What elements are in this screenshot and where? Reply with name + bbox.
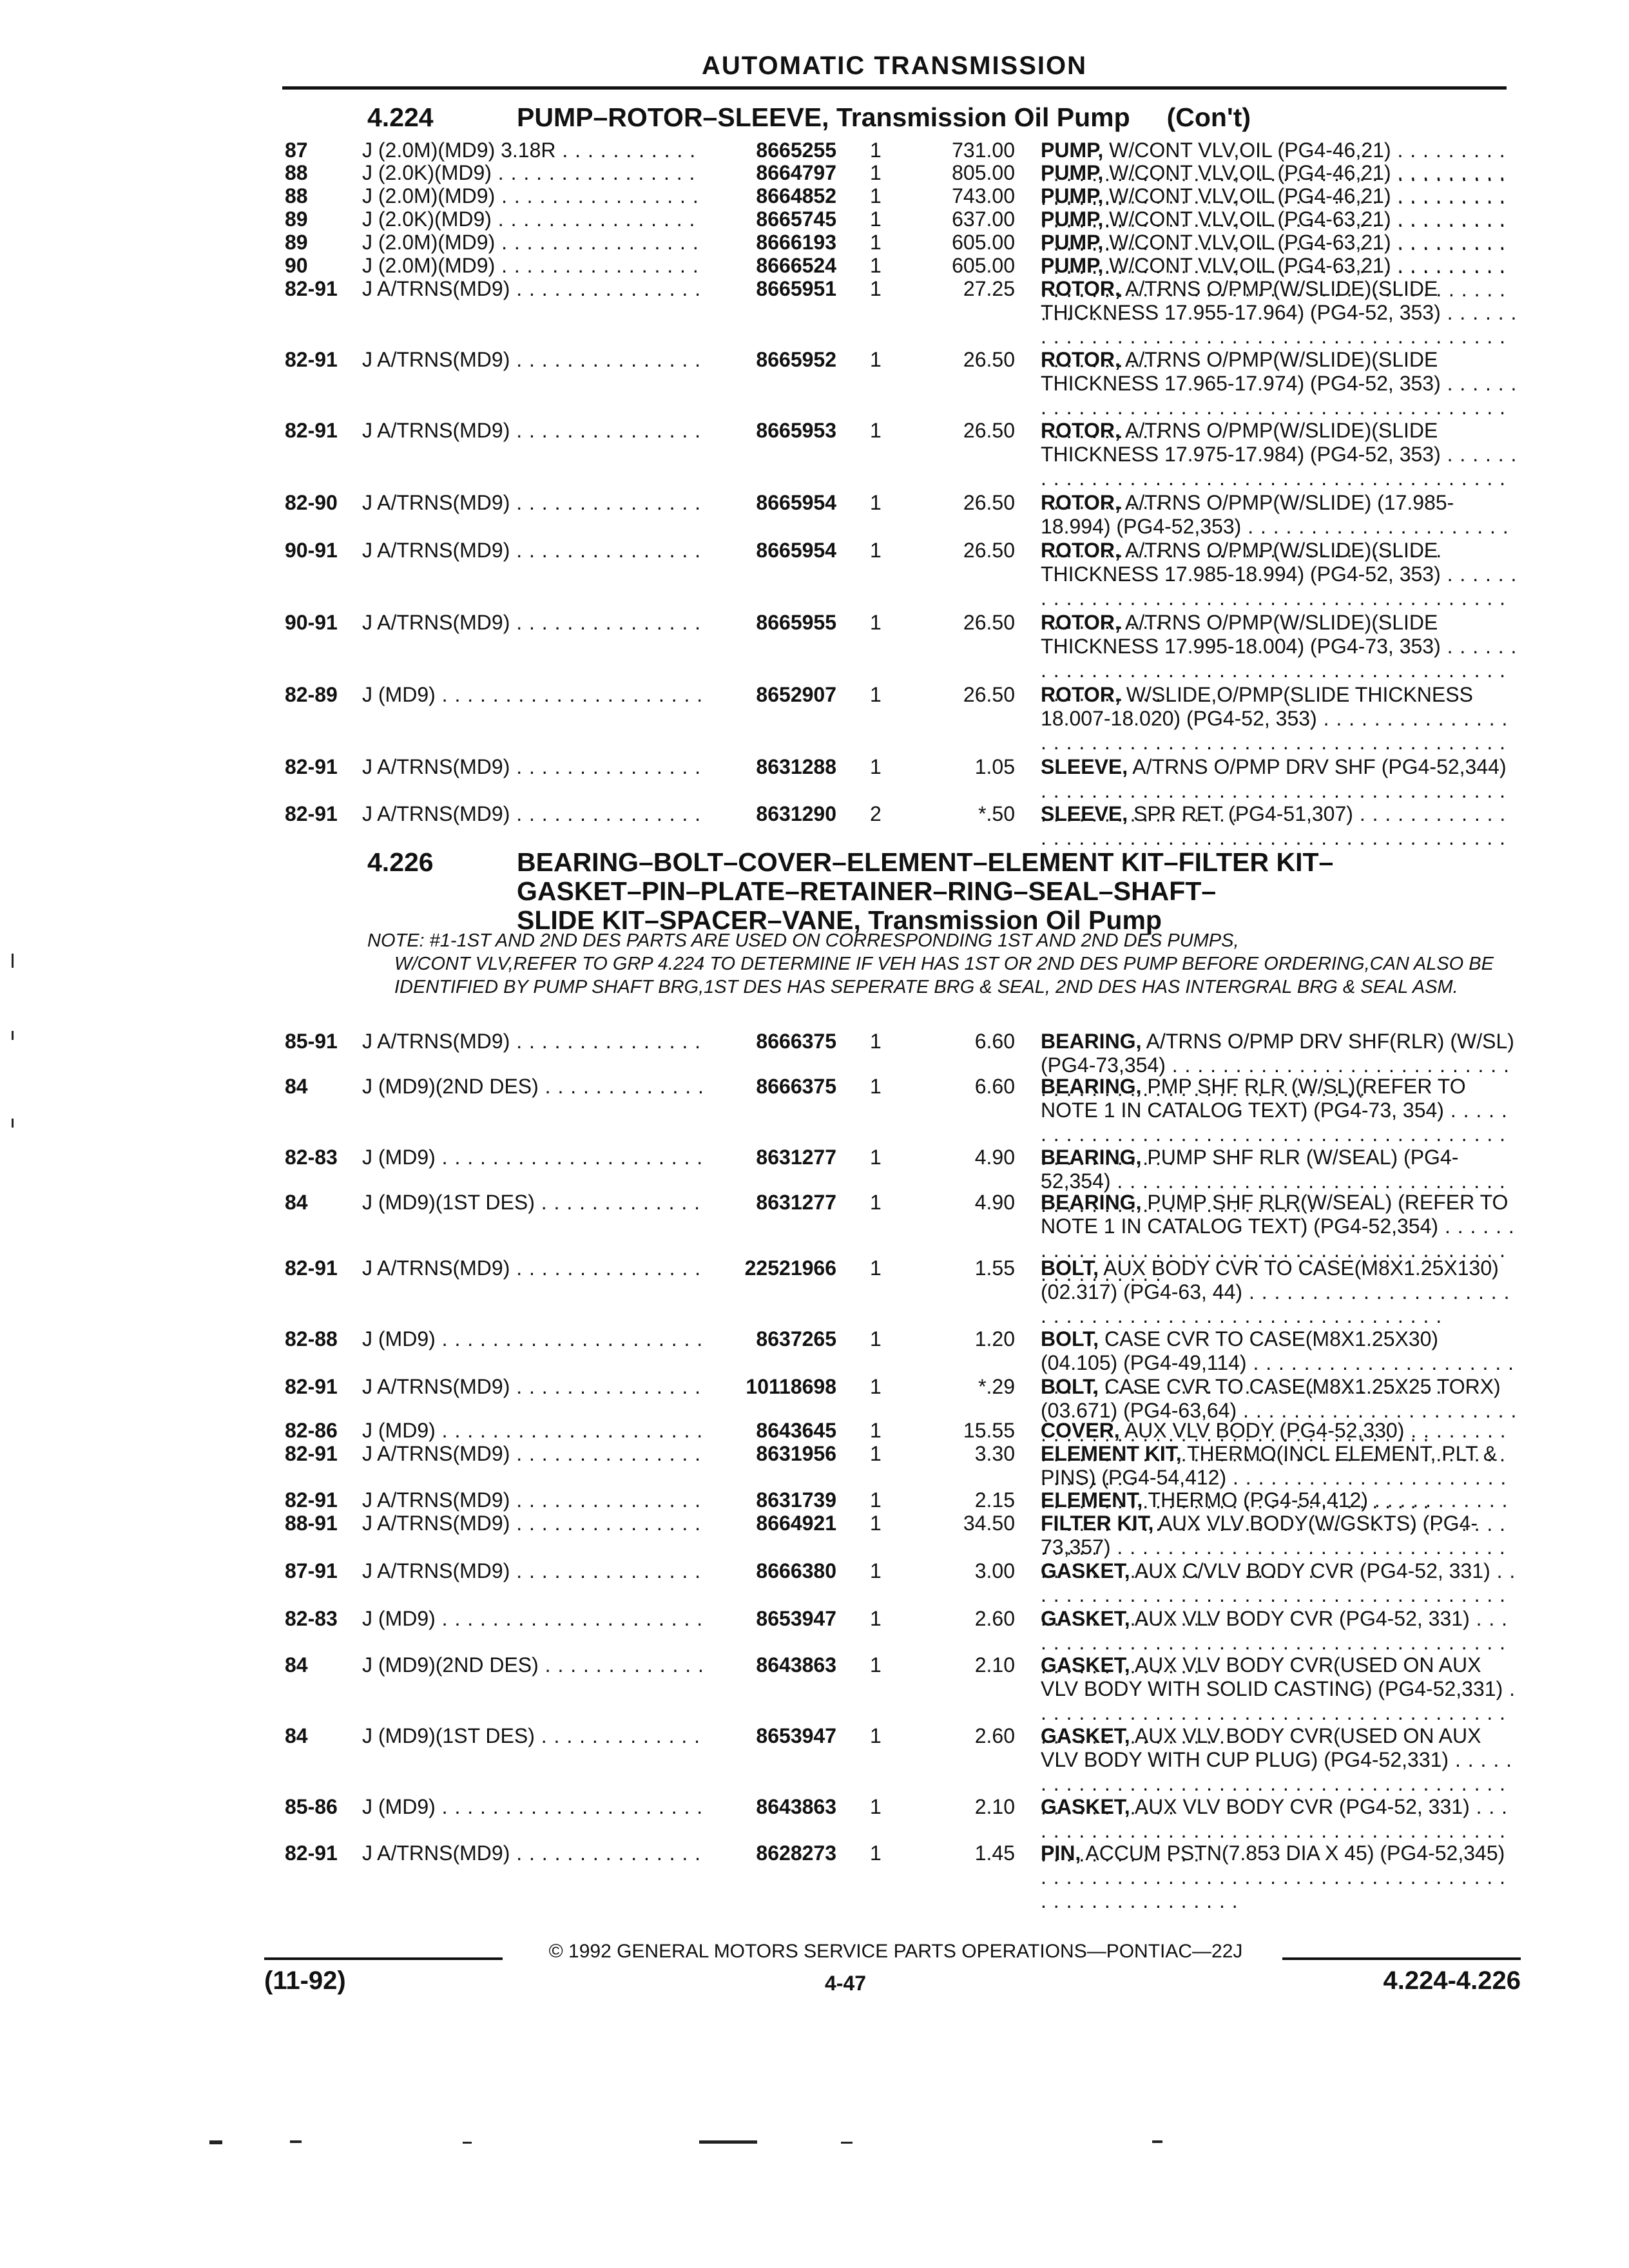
model-years: 82-83 xyxy=(285,1607,338,1630)
quantity: 1 xyxy=(870,1327,882,1350)
page-title: AUTOMATIC TRANSMISSION xyxy=(701,52,1088,80)
part-name: GASKET, xyxy=(1041,1653,1130,1677)
part-name: ROTOR, xyxy=(1041,539,1121,562)
application: J (2.0K)(MD9) . . . xyxy=(362,161,704,185)
footer-rule-left xyxy=(264,1957,503,1960)
quantity: 1 xyxy=(870,1419,882,1442)
part-detail: AUX VLV BODY(W/GSKTS) (PG4-73,357) . . . xyxy=(1041,1512,1506,1582)
section-title xyxy=(517,103,1612,132)
quantity: 1 xyxy=(870,1795,882,1818)
part-name: BOLT, xyxy=(1041,1375,1099,1398)
price: 26.50 xyxy=(963,611,1015,634)
part-number: 8643863 xyxy=(756,1795,836,1818)
price: 1.55 xyxy=(974,1256,1015,1280)
application: J A/TRNS(MD9) . . . xyxy=(362,1375,704,1399)
part-number: 8665954 xyxy=(756,491,836,514)
footer-rule-right xyxy=(1282,1957,1521,1960)
part-number: 8665951 xyxy=(756,277,836,300)
part-number: 8653947 xyxy=(756,1724,836,1747)
part-detail: A/TRNS O/PMP(W/SLIDE)(SLIDE THICKNESS 17.955-17.964) (PG4-52, 353) . . . xyxy=(1041,277,1517,372)
application: J (MD9) . . . xyxy=(362,1607,704,1631)
model-years: 87 xyxy=(285,139,308,162)
part-detail: AUX VLV BODY CVR(USED ON AUX VLV BODY WITH SOLID CASTING) (PG4-52,331) . . . xyxy=(1041,1653,1516,1748)
price: 26.50 xyxy=(963,539,1015,562)
application: J (MD9) . . . xyxy=(362,1795,704,1819)
price: 731.00 xyxy=(952,139,1015,162)
part-number: 8666380 xyxy=(756,1559,836,1582)
part-number: 10118698 xyxy=(746,1375,836,1398)
part-detail: AUX BODY CVR TO CASE(M8X1.25X130)(02.317) (PG4-63, 44) . . . xyxy=(1041,1256,1510,1327)
section-subtitle: Transmission Oil Pump xyxy=(836,102,1130,132)
section-title-line-2: GASKET–PIN–PLATE–RETAINER–RING–SEAL–SHAFT– xyxy=(517,876,1217,906)
model-years: 88 xyxy=(285,184,308,207)
part-detail: A/TRNS O/PMP(W/SLIDE) (17.985-18.994) (PG4-52,353) . . . xyxy=(1041,491,1509,562)
part-number: 8665255 xyxy=(756,139,836,162)
model-years: 82-91 xyxy=(285,1442,338,1465)
scan-speck xyxy=(841,2142,853,2144)
quantity: 1 xyxy=(870,1075,882,1098)
part-detail: W/CONT VLV,OIL (PG4-63,21) . . . xyxy=(1041,207,1506,278)
part-number: 8643863 xyxy=(756,1653,836,1677)
model-years: 82-83 xyxy=(285,1146,338,1169)
quantity: 1 xyxy=(870,277,882,300)
part-number: 22521966 xyxy=(744,1256,836,1280)
part-name: BEARING, xyxy=(1041,1030,1142,1053)
part-name: GASKET, xyxy=(1041,1559,1130,1582)
quantity: 1 xyxy=(870,1256,882,1280)
part-number: 8637265 xyxy=(756,1327,836,1350)
application: J (2.0M)(MD9) . . . xyxy=(362,231,704,255)
quantity: 1 xyxy=(870,683,882,706)
model-years: 84 xyxy=(285,1191,308,1214)
page-footer xyxy=(264,1941,1521,2018)
model-years: 82-90 xyxy=(285,491,338,514)
scan-speck xyxy=(290,2140,302,2143)
application: J A/TRNS(MD9) . . . xyxy=(362,491,704,515)
part-detail: A/TRNS O/PMP(W/SLIDE)(SLIDE THICKNESS 17.975-17.984) (PG4-52, 353) . . . xyxy=(1041,419,1517,514)
scan-speck xyxy=(1152,2140,1162,2143)
part-name: ELEMENT KIT, xyxy=(1041,1442,1182,1465)
part-name: PUMP, xyxy=(1041,184,1104,207)
quantity: 1 xyxy=(870,184,882,207)
application: J (MD9)(2ND DES) . . . xyxy=(362,1075,704,1099)
price: 805.00 xyxy=(952,161,1015,184)
price: 1.20 xyxy=(974,1327,1015,1350)
model-years: 82-86 xyxy=(285,1419,338,1442)
price: 605.00 xyxy=(952,231,1015,254)
page-header xyxy=(282,50,1507,90)
price: 34.50 xyxy=(963,1512,1015,1535)
part-detail: W/CONT VLV,OIL (PG4-63,21) . . . xyxy=(1041,254,1506,325)
part-description xyxy=(1041,1256,1518,1328)
part-number: 8665745 xyxy=(756,207,836,231)
part-name: BEARING, xyxy=(1041,1191,1142,1214)
model-years: 90 xyxy=(285,254,308,277)
price: 6.60 xyxy=(974,1030,1015,1053)
quantity: 1 xyxy=(870,1030,882,1053)
part-description xyxy=(1041,1841,1518,1913)
model-years: 84 xyxy=(285,1724,308,1747)
model-years: 82-88 xyxy=(285,1327,338,1350)
model-years: 82-89 xyxy=(285,683,338,706)
part-detail: AUX C/VLV BODY CVR (PG4-52, 331) . . . xyxy=(1041,1559,1516,1630)
part-name: SLEEVE, xyxy=(1041,802,1128,825)
part-name: PUMP, xyxy=(1041,231,1104,254)
part-name: ROTOR, xyxy=(1041,611,1121,634)
application: J (2.0M)(MD9) . . . xyxy=(362,184,704,208)
part-number: 8666375 xyxy=(756,1075,836,1098)
price: 2.15 xyxy=(974,1488,1015,1512)
part-name: ROTOR, xyxy=(1041,683,1121,706)
part-detail: SPR RET (PG4-51,307) . . . xyxy=(1041,802,1506,873)
price: 26.50 xyxy=(963,683,1015,706)
part-number: 8652907 xyxy=(756,683,836,706)
quantity: 1 xyxy=(870,1146,882,1169)
application: J A/TRNS(MD9) . . . xyxy=(362,802,704,826)
price: 1.05 xyxy=(974,755,1015,778)
price: 2.60 xyxy=(974,1724,1015,1747)
part-name: ROTOR, xyxy=(1041,348,1121,371)
model-years: 87-91 xyxy=(285,1559,338,1582)
application: J A/TRNS(MD9) . . . xyxy=(362,611,704,635)
application: J (2.0K)(MD9) . . . xyxy=(362,207,704,231)
application: J A/TRNS(MD9) . . . xyxy=(362,277,704,301)
price: 26.50 xyxy=(963,491,1015,514)
price: 27.25 xyxy=(963,277,1015,300)
application: J A/TRNS(MD9) . . . xyxy=(362,755,704,779)
application: J A/TRNS(MD9) . . . xyxy=(362,1488,704,1512)
model-years: 88 xyxy=(285,161,308,184)
quantity: 1 xyxy=(870,139,882,162)
quantity: 1 xyxy=(870,161,882,184)
model-years: 84 xyxy=(285,1075,308,1098)
part-detail: PMP SHF RLR (W/SL)(REFER TO NOTE 1 IN CATALOG TEXT) (PG4-73, 354) . . . xyxy=(1041,1075,1508,1169)
price: 743.00 xyxy=(952,184,1015,207)
price: 15.55 xyxy=(963,1419,1015,1442)
revision-date: (11-92) xyxy=(264,1966,346,1995)
part-number: 8631277 xyxy=(756,1146,836,1169)
part-number: 8665953 xyxy=(756,419,836,442)
application: J A/TRNS(MD9) . . . xyxy=(362,1030,704,1053)
part-detail: THERMO(INCL ELEMENT, PLT & PINS) (PG4-54,412) . . . xyxy=(1041,1442,1507,1513)
part-name: SLEEVE, xyxy=(1041,755,1128,778)
application: J (MD9)(2ND DES) . . . xyxy=(362,1653,704,1677)
application: J A/TRNS(MD9) . . . xyxy=(362,1559,704,1583)
quantity: 1 xyxy=(870,419,882,442)
part-number: 8628273 xyxy=(756,1841,836,1865)
part-number: 8666375 xyxy=(756,1030,836,1053)
part-number: 8631288 xyxy=(756,755,836,778)
application: J (2.0M)(MD9) 3.18R . . . xyxy=(362,139,704,162)
part-detail: AUX VLV BODY CVR(USED ON AUX VLV BODY WITH CUP PLUG) (PG4-52,331) . . . xyxy=(1041,1724,1512,1819)
part-number: 8631956 xyxy=(756,1442,836,1465)
quantity: 1 xyxy=(870,611,882,634)
scan-speck xyxy=(209,2140,222,2144)
continued-label: (Con't) xyxy=(1166,102,1251,132)
note-body: W/CONT VLV,REFER TO GRP 4.224 TO DETERMINE IF VEH HAS 1ST OR 2ND DES PUMP BEFORE ORDERING,CAN ALSO BE IDENTIFIED BY PUMP SHAFT BRG,1ST DES HAS SEPERATE BRG & SEAL, 2ND DES HAS INTERGRAL BRG & SEAL ASM. xyxy=(394,954,1494,997)
application: J A/TRNS(MD9) . . . xyxy=(362,1442,704,1466)
part-name: PUMP, xyxy=(1041,207,1104,231)
part-detail: W/CONT VLV,OIL (PG4-46,21) . . . xyxy=(1041,161,1506,232)
part-number: 8643645 xyxy=(756,1419,836,1442)
price: 2.10 xyxy=(974,1795,1015,1818)
quantity: 1 xyxy=(870,755,882,778)
model-years: 89 xyxy=(285,231,308,254)
quantity: 1 xyxy=(870,1442,882,1465)
page-number: 4-47 xyxy=(825,1972,867,1995)
part-detail: A/TRNS O/PMP(W/SLIDE)(SLIDE THICKNESS 17.995-18.004) (PG4-73, 353) . . . xyxy=(1041,611,1517,706)
part-name: GASKET, xyxy=(1041,1795,1130,1818)
application: J (MD9) . . . xyxy=(362,1419,704,1443)
part-number: 8631290 xyxy=(756,802,836,825)
quantity: 1 xyxy=(870,1512,882,1535)
application: J A/TRNS(MD9) . . . xyxy=(362,1256,704,1280)
section-number: 4.226 xyxy=(367,847,434,877)
part-detail: A/TRNS O/PMP DRV SHF(RLR) (W/SL) (PG4-73,354) . . . xyxy=(1041,1030,1514,1100)
application: J (MD9)(1ST DES) . . . xyxy=(362,1191,704,1215)
application: J A/TRNS(MD9) . . . xyxy=(362,1841,704,1865)
quantity: 1 xyxy=(870,1488,882,1512)
part-detail: THERMO (PG4-54,412) . . . xyxy=(1041,1488,1509,1559)
price: 2.60 xyxy=(974,1607,1015,1630)
part-detail: W/CONT VLV,OIL (PG4-63,21) . . . xyxy=(1041,231,1506,302)
model-years: 85-91 xyxy=(285,1030,338,1053)
part-detail: A/TRNS O/PMP(W/SLIDE)(SLIDE THICKNESS 17.965-17.974) (PG4-52, 353) . . . xyxy=(1041,348,1517,443)
price: 26.50 xyxy=(963,419,1015,442)
price: 4.90 xyxy=(974,1146,1015,1169)
part-name: GASKET, xyxy=(1041,1607,1130,1630)
part-name: ELEMENT, xyxy=(1041,1488,1143,1512)
part-name: FILTER KIT, xyxy=(1041,1512,1154,1535)
section-title-main: PUMP–ROTOR–SLEEVE, xyxy=(517,102,829,132)
quantity: 1 xyxy=(870,1841,882,1865)
quantity: 1 xyxy=(870,491,882,514)
part-detail: W/SLIDE,O/PMP(SLIDE THICKNESS 18.007-18.020) (PG4-52, 353) . . . xyxy=(1041,683,1508,778)
part-number: 8665955 xyxy=(756,611,836,634)
model-years: 82-91 xyxy=(285,419,338,442)
model-years: 84 xyxy=(285,1653,308,1677)
application: J (MD9) . . . xyxy=(362,1327,704,1351)
part-number: 8666193 xyxy=(756,231,836,254)
part-number: 8666524 xyxy=(756,254,836,277)
model-years: 90-91 xyxy=(285,539,338,562)
quantity: 1 xyxy=(870,1653,882,1677)
part-name: PUMP, xyxy=(1041,139,1104,162)
model-years: 82-91 xyxy=(285,802,338,825)
part-number: 8631277 xyxy=(756,1191,836,1214)
price: *.50 xyxy=(978,802,1015,825)
application: J (2.0M)(MD9) . . . xyxy=(362,254,704,278)
quantity: 1 xyxy=(870,539,882,562)
model-years: 90-91 xyxy=(285,611,338,634)
model-years: 82-91 xyxy=(285,1488,338,1512)
price: 605.00 xyxy=(952,254,1015,277)
section-subtitle: Transmission Oil Pump xyxy=(868,905,1162,935)
model-years: 82-91 xyxy=(285,1256,338,1280)
scan-speck xyxy=(463,2142,472,2144)
part-name: COVER, xyxy=(1041,1419,1120,1442)
application: J A/TRNS(MD9) . . . xyxy=(362,1512,704,1535)
part-name: PIN, xyxy=(1041,1841,1081,1865)
model-years: 88-91 xyxy=(285,1512,338,1535)
part-number: 8664797 xyxy=(756,161,836,184)
quantity: 1 xyxy=(870,231,882,254)
part-number: 8665952 xyxy=(756,348,836,371)
part-detail: ACCUM PSTN(7.853 DIA X 45) (PG4-52,345) . . . xyxy=(1041,1841,1506,1912)
part-name: GASKET, xyxy=(1041,1724,1130,1747)
part-name: BEARING, xyxy=(1041,1075,1142,1098)
quantity: 1 xyxy=(870,1375,882,1398)
quantity: 1 xyxy=(870,1559,882,1582)
note-line-1: NOTE: #1-1ST AND 2ND DES PARTS ARE USED ON CORRESPONDING 1ST AND 2ND DES PUMPS, xyxy=(367,930,1239,951)
scan-speck xyxy=(12,1031,14,1040)
model-years: 82-91 xyxy=(285,755,338,778)
part-name: BEARING, xyxy=(1041,1146,1142,1169)
price: 3.00 xyxy=(974,1559,1015,1582)
quantity: 1 xyxy=(870,1607,882,1630)
scan-speck xyxy=(12,954,14,968)
part-detail: CASE CVR TO CASE(M8X1.25X25 TORX)(03.671) (PG4-63,64) . . . xyxy=(1041,1375,1517,1446)
section-number: 4.224 xyxy=(367,102,434,132)
part-detail: PUMP SHF RLR(W/SEAL) (REFER TO NOTE 1 IN CATALOG TEXT) (PG4-52,354) . . . xyxy=(1041,1191,1515,1285)
part-number: 8664921 xyxy=(756,1512,836,1535)
price: *.29 xyxy=(978,1375,1015,1398)
application: J A/TRNS(MD9) . . . xyxy=(362,419,704,443)
quantity: 2 xyxy=(870,802,882,825)
application: J (MD9) . . . xyxy=(362,1146,704,1169)
price: 1.45 xyxy=(974,1841,1015,1865)
part-number: 8665954 xyxy=(756,539,836,562)
part-name: ROTOR, xyxy=(1041,277,1121,300)
price: 637.00 xyxy=(952,207,1015,231)
part-detail: A/TRNS O/PMP(W/SLIDE)(SLIDE THICKNESS 17.985-18.994) (PG4-52, 353) . . . xyxy=(1041,539,1517,633)
part-name: ROTOR, xyxy=(1041,491,1121,514)
application: J A/TRNS(MD9) . . . xyxy=(362,539,704,562)
part-number: 8664852 xyxy=(756,184,836,207)
model-years: 85-86 xyxy=(285,1795,338,1818)
part-detail: AUX VLV BODY CVR (PG4-52, 331) . . . xyxy=(1041,1607,1508,1678)
part-name: PUMP, xyxy=(1041,161,1104,184)
price: 3.30 xyxy=(974,1442,1015,1465)
application: J (MD9)(1ST DES) . . . xyxy=(362,1724,704,1748)
price: 2.10 xyxy=(974,1653,1015,1677)
quantity: 1 xyxy=(870,1724,882,1747)
model-years: 82-91 xyxy=(285,348,338,371)
part-detail: AUX VLV BODY CVR (PG4-52, 331) . . . xyxy=(1041,1795,1508,1866)
section-range: 4.224-4.226 xyxy=(1383,1966,1521,1995)
part-detail: W/CONT VLV,OIL (PG4-46,21) . . . xyxy=(1041,139,1506,209)
part-name: BOLT, xyxy=(1041,1256,1099,1280)
model-years: 82-91 xyxy=(285,277,338,300)
section-title-line-1: BEARING–BOLT–COVER–ELEMENT–ELEMENT KIT–FILTER KIT– xyxy=(517,847,1334,877)
part-number: 8631739 xyxy=(756,1488,836,1512)
scan-speck xyxy=(12,1119,14,1128)
catalog-note xyxy=(367,929,1527,999)
scan-speck xyxy=(699,2140,757,2144)
part-detail: CASE CVR TO CASE(M8X1.25X30) (04.105) (PG4-49,114) . . . xyxy=(1041,1327,1514,1398)
part-detail: W/CONT VLV,OIL (PG4-46,21) . . . xyxy=(1041,184,1506,255)
copyright-line: © 1992 GENERAL MOTORS SERVICE PARTS OPERATIONS—PONTIAC—22J xyxy=(548,1941,1243,1962)
application: J (MD9) . . . xyxy=(362,683,704,707)
part-number: 8653947 xyxy=(756,1607,836,1630)
section-title-line-3: SLIDE KIT–SPACER–VANE, xyxy=(517,905,861,935)
model-years: 82-91 xyxy=(285,1841,338,1865)
quantity: 1 xyxy=(870,254,882,277)
quantity: 1 xyxy=(870,1191,882,1214)
price: 26.50 xyxy=(963,348,1015,371)
model-years: 89 xyxy=(285,207,308,231)
quantity: 1 xyxy=(870,207,882,231)
part-name: BOLT, xyxy=(1041,1327,1099,1350)
quantity: 1 xyxy=(870,348,882,371)
section-title xyxy=(517,848,1612,935)
part-detail: AUX VLV BODY (PG4-52,330) . . . xyxy=(1041,1419,1507,1490)
part-name: PUMP, xyxy=(1041,254,1104,277)
part-detail: A/TRNS O/PMP DRV SHF (PG4-52,344) . . . xyxy=(1041,755,1507,826)
price: 4.90 xyxy=(974,1191,1015,1214)
part-name: ROTOR, xyxy=(1041,419,1121,442)
model-years: 82-91 xyxy=(285,1375,338,1398)
price: 6.60 xyxy=(974,1075,1015,1098)
application: J A/TRNS(MD9) . . . xyxy=(362,348,704,372)
part-detail: PUMP SHF RLR (W/SEAL) (PG4-52,354) . . . xyxy=(1041,1146,1506,1216)
